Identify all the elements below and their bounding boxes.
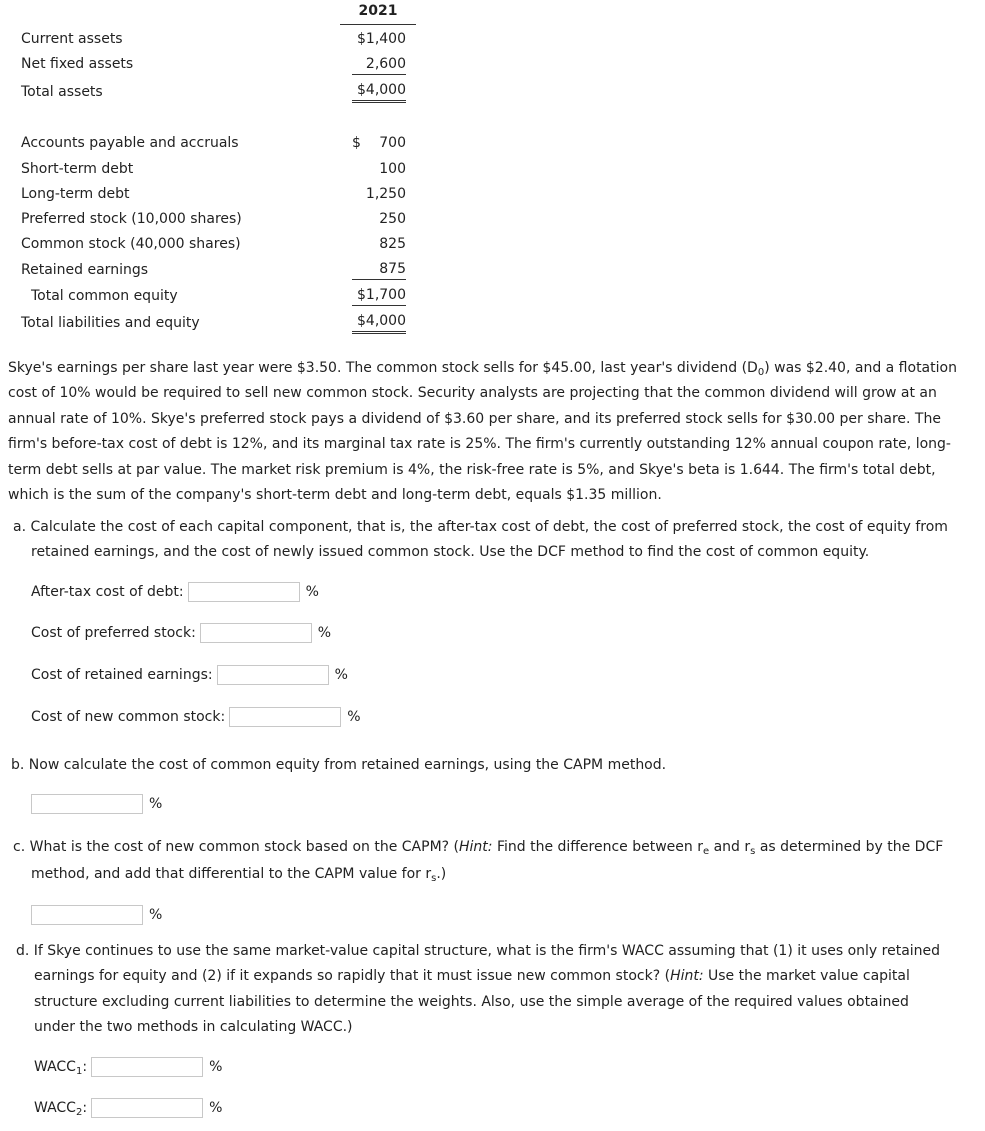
- row-label-current-assets: Current assets: [21, 31, 123, 47]
- cost-of-new-common-stock-input[interactable]: [229, 707, 341, 727]
- accounts-payable-amount: 700: [379, 135, 406, 151]
- year-header: 2021: [340, 0, 416, 25]
- cost-of-new-common-stock-label: Cost of new common stock:: [31, 709, 226, 725]
- percent-unit: %: [149, 796, 163, 812]
- row-value-net-fixed-assets: 2,600: [352, 54, 406, 75]
- problem-statement: Skye's earnings per share last year were $3.50. The common stock sells for $45.00, last year's dividend $(D_0)$ was $2.40, and a flotation cost of 10% would be required to sell new common stock. Security analysts are projecting that the common dividend will grow at an annual rate of 10%. Skye's preferred stock pays a dividend of $3.60 per share, and its preferred stock sells for $30.00 per share. The firm's before-tax cost of debt is 12%, and its marginal tax rate is 25%. The firm's currently outstanding 12% annual coupon rate, long-term debt sells at par value. The market risk premium is 4%, the risk-free rate is 5%, and Skye's beta is 1.644. The firm's total debt, which is the sum of the company's short-term debt and long-term debt, equals $1.35 million.: [8, 360, 957, 504]
- percent-unit: %: [305, 584, 319, 600]
- row-value-total-assets: $4,000: [352, 80, 406, 103]
- row-label-short-term-debt: Short-term debt: [21, 161, 134, 177]
- percent-unit: %: [209, 1059, 223, 1075]
- field-row-cost-of-retained-earnings: [31, 664, 348, 686]
- row-label-retained-earnings: Retained earnings: [21, 262, 149, 278]
- question-c: c. What is the cost of new common stock based on the CAPM? (Hint: Find the difference between $r_e$ and $r_s$ as determined by the DCF method, and add that differential to the CAPM value for $r_s$.): [13, 839, 944, 884]
- cost-of-retained-earnings-label: Cost of retained earnings:: [31, 667, 213, 683]
- field-row-after-tax-cost-of-debt: [31, 581, 319, 603]
- question-a: a. Calculate the cost of each capital component, that is, the after-tax cost of debt, the cost of preferred stock, the cost of equity from retained earnings, and the cost of newly issued common stock. Use the DCF method to find the cost of common equity.: [13, 519, 948, 560]
- wacc1-input[interactable]: [91, 1057, 203, 1077]
- row-value-total-common-equity: $1,700: [352, 285, 406, 306]
- cost-of-preferred-stock-input[interactable]: [200, 623, 312, 643]
- field-row-wacc1: [34, 1056, 222, 1078]
- row-label-long-term-debt: Long-term debt: [21, 186, 130, 202]
- row-value-total-liabilities-equity: $4,000: [352, 311, 406, 334]
- percent-unit: %: [317, 625, 332, 641]
- question-b: b. Now calculate the cost of common equity from retained earnings, using the CAPM method.: [11, 757, 667, 773]
- after-tax-cost-of-debt-label: After-tax cost of debt:: [31, 584, 184, 600]
- field-row-capm-cost: [27, 793, 162, 815]
- row-value-current-assets: $1,400: [357, 31, 406, 47]
- wacc1-label: $WACC_1$:: [34, 1059, 88, 1077]
- capm-new-common-stock-input[interactable]: [31, 905, 143, 925]
- row-value-common-stock: 825: [379, 236, 406, 252]
- wacc2-input[interactable]: [91, 1098, 203, 1118]
- field-row-cost-of-new-common-stock: [31, 706, 361, 728]
- percent-unit: %: [209, 1100, 223, 1116]
- dollar-sign: $: [352, 135, 361, 151]
- capm-cost-input[interactable]: [31, 794, 143, 814]
- field-row-cost-of-preferred-stock: [31, 622, 331, 644]
- row-label-total-common-equity: Total common equity: [31, 288, 178, 304]
- row-value-long-term-debt: 1,250: [365, 186, 406, 202]
- row-value-preferred-stock: 250: [379, 211, 406, 227]
- percent-unit: %: [334, 667, 348, 683]
- percent-unit: %: [149, 907, 163, 923]
- row-label-total-liabilities-equity: Total liabilities and equity: [21, 315, 200, 331]
- row-value-accounts-payable: [352, 133, 406, 153]
- cost-of-preferred-stock-label: Cost of preferred stock:: [31, 625, 196, 641]
- field-row-capm-new-common: [27, 904, 162, 926]
- row-value-retained-earnings: 875: [352, 259, 406, 280]
- row-label-net-fixed-assets: Net fixed assets: [21, 56, 134, 72]
- field-row-wacc2: [34, 1097, 222, 1119]
- percent-unit: %: [347, 709, 361, 725]
- wacc2-label: $WACC_2$:: [34, 1100, 88, 1118]
- question-d: d. If Skye continues to use the same market-value capital structure, what is the firm's WACC assuming that (1) it uses only retained earnings for equity and (2) if it expands so rapidly that it must issue new common stock? (Hint: Use the market value capital structure excluding current liabilities to determine the weights. Also, use the simple average of the required values obtained under the two methods in calculating WACC.): [16, 943, 941, 1035]
- cost-of-retained-earnings-input[interactable]: [217, 665, 329, 685]
- row-label-total-assets: Total assets: [21, 84, 103, 100]
- row-label-common-stock: Common stock (40,000 shares): [21, 236, 241, 252]
- after-tax-cost-of-debt-input[interactable]: [188, 582, 300, 602]
- row-value-short-term-debt: 100: [379, 161, 406, 177]
- row-label-accounts-payable: Accounts payable and accruals: [21, 135, 239, 151]
- row-label-preferred-stock: Preferred stock (10,000 shares): [21, 211, 242, 227]
